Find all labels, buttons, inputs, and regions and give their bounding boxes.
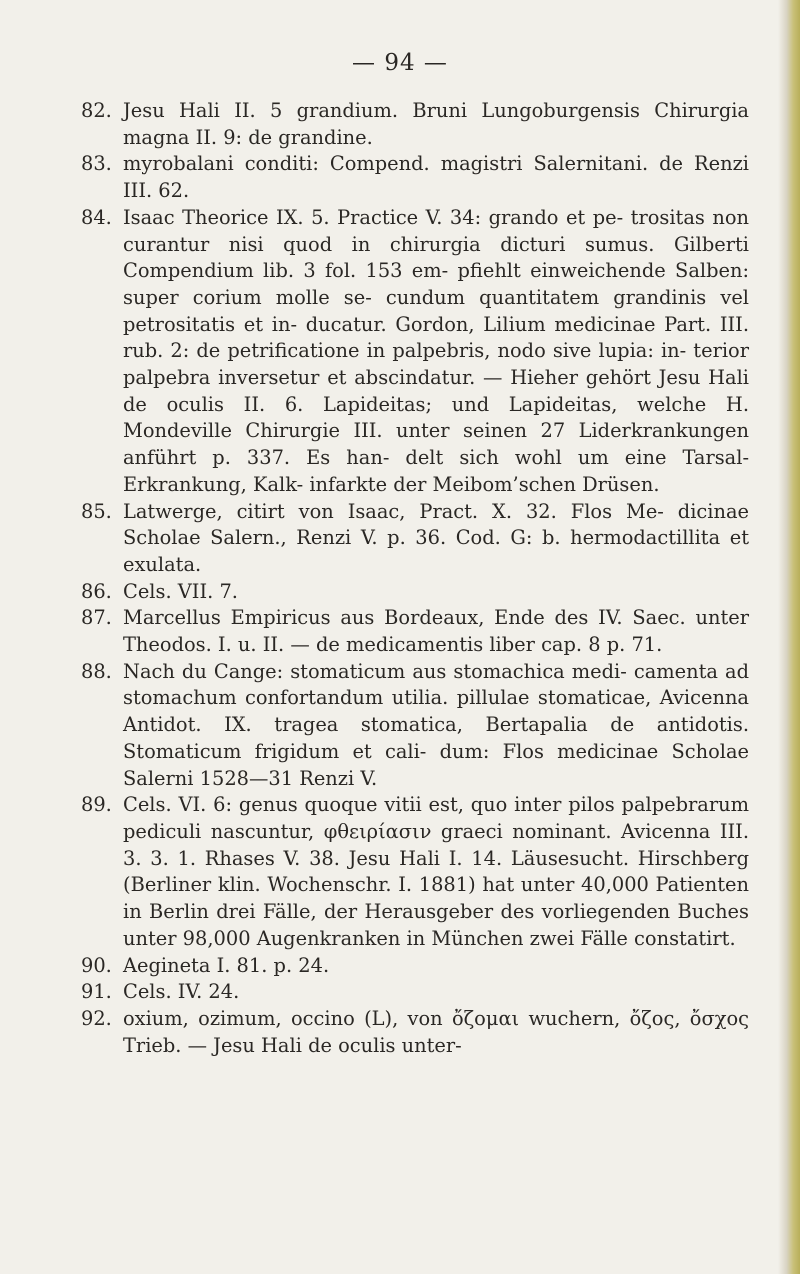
note-text: myrobalani conditi: Compend. magistri Salernitani. de Renzi III. 62. xyxy=(123,152,749,203)
note-item xyxy=(81,205,749,499)
note-text: Nach du Cange: stomaticum aus stomachica medi- camenta ad stomachum confortandum utilia. pillulae stomaticae, Avicenna Antidot. IX. tragea stomatica, Bertapalia de antidotis. Stomaticum frigidum et cali- dum: Flos medicinae Scholae Salerni 1528—31 Renzi V. xyxy=(123,659,749,790)
note-text: Cels. VI. 6: genus quoque vitii est, quo inter pilos palpebrarum pediculi nascuntur, φθειρίασιν graeci nominant. Avicenna III. 3. 3. 1. Rhases V. 38. Jesu Hali I. 14. Läusesucht. Hirschberg (Berliner klin. Wochenschr. I. 1881) hat unter 40,000 Patienten in Berlin drei Fälle, der Herausgeber des vorliegenden Buches unter 98,000 Augenkranken in München zwei Fälle constatirt. xyxy=(123,793,749,950)
note-item xyxy=(81,98,749,151)
note-text: Marcellus Empiricus aus Bordeaux, Ende des IV. Saec. unter Theodos. I. u. II. — de medicamentis liber cap. 8 p. 71. xyxy=(123,606,749,657)
page-edge xyxy=(778,0,800,1274)
note-text: Aegineta I. 81. p. 24. xyxy=(123,953,330,977)
page-number: — 94 — xyxy=(352,50,448,76)
note-text: Cels. IV. 24. xyxy=(123,980,240,1004)
note-number: 85. xyxy=(81,499,112,523)
note-number: 86. xyxy=(81,579,112,603)
note-item xyxy=(81,499,749,579)
note-item xyxy=(81,953,749,980)
note-item xyxy=(81,579,749,606)
note-number: 89. xyxy=(81,793,112,817)
note-text: Cels. VII. 7. xyxy=(123,579,238,603)
note-item xyxy=(81,151,749,204)
note-item xyxy=(81,979,749,1006)
notes-list xyxy=(81,98,749,1059)
note-text: oxium, ozimum, occino (L), von ὄζομαι wuchern, ὄζος, ὄσχος Trieb. — Jesu Hali de oculis unter- xyxy=(123,1006,749,1057)
note-item xyxy=(81,1006,749,1059)
note-item xyxy=(81,605,749,658)
note-number: 90. xyxy=(81,953,112,977)
note-item xyxy=(81,659,749,793)
note-number: 87. xyxy=(81,606,112,630)
note-item xyxy=(81,792,749,952)
note-text: Jesu Hali II. 5 grandium. Bruni Lungoburgensis Chirurgia magna II. 9: de grandine. xyxy=(123,99,749,149)
note-number: 91. xyxy=(81,980,112,1004)
note-number: 92. xyxy=(81,1006,112,1030)
note-number: 82. xyxy=(81,99,112,122)
note-number: 84. xyxy=(81,205,112,229)
note-number: 88. xyxy=(81,659,112,683)
note-text: Isaac Theorice IX. 5. Practice V. 34: grando et pe- trositas non curantur nisi quod in chirurgia dicturi sumus. Gilberti Compendium lib. 3 fol. 153 em- pfiehlt einweichende Salben: super corium molle se- cundum quantitatem grandinis vel petrositatis et in- ducatur. Gordon, Lilium medicinae Part. III. rub. 2: de petrificatione in palpebris, nodo sive lupia: in- terior palpebra inversetur et abscindatur. — Hieher gehört Jesu Hali de oculis II. 6. Lapideitas; und Lapideitas, welche H. Mondeville Chirurgie III. unter seinen 27 Liderkrankungen anführt p. 337. Es han- delt sich wohl um eine Tarsal-Erkrankung, Kalk- infarkte der Meibom’schen Drüsen. xyxy=(123,205,749,496)
note-number: 83. xyxy=(81,152,112,176)
note-text: Latwerge, citirt von Isaac, Pract. X. 32. Flos Me- dicinae Scholae Salern., Renzi V. p. 36. Cod. G: b. hermodactillita et exulata. xyxy=(123,499,749,576)
